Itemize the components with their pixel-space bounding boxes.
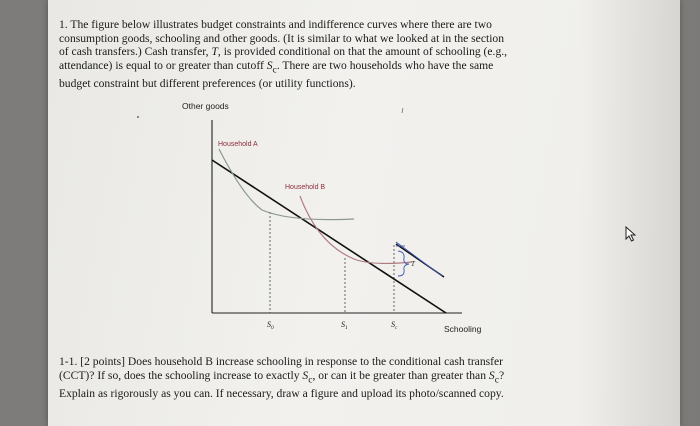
tick-sc-sub: c xyxy=(395,325,398,331)
cutoff-symbol: S xyxy=(266,58,273,72)
tick-sc xyxy=(391,320,398,331)
household-a-label: Household A xyxy=(218,141,258,148)
tick-s1-sub: 1 xyxy=(345,325,348,331)
tick-s1-main: S xyxy=(341,320,345,329)
stray-dot xyxy=(137,116,139,118)
stray-tick xyxy=(402,108,403,113)
problem-line-5: budget constraint but different preferences (or utility functions). xyxy=(59,76,356,90)
question-line-3: Explain as rigorously as you can. If necessary, draw a figure and upload its photo/scanned copy. xyxy=(59,386,504,400)
problem-line-4a: attendance) is equal to or greater than cutoff xyxy=(59,58,267,72)
x-axis-label: Schooling xyxy=(444,324,482,334)
problem-line-4d: . There are two households who have the same xyxy=(276,58,494,72)
question-line-1: 1-1. [2 points] Does household B increase schooling in response to the conditional cash transfer xyxy=(59,355,504,368)
question-line-2g: ? xyxy=(499,368,505,382)
transfer-symbol: T xyxy=(211,45,218,59)
pointer-cursor-icon xyxy=(624,226,638,242)
transfer-label: T xyxy=(411,260,415,268)
question-sc-1-sub: c xyxy=(308,373,313,385)
problem-line-3a: of cash transfers.) Cash transfer, xyxy=(59,45,212,59)
tick-sc-main: S xyxy=(391,320,395,329)
tick-s0-main: S xyxy=(267,320,271,329)
question-text xyxy=(59,355,559,400)
transfer-shift-line xyxy=(396,242,442,276)
y-axis-label: Other goods xyxy=(182,101,229,111)
problem-line-1: 1. The figure below illustrates budget constraints and indifference curves where there are two xyxy=(59,18,492,31)
question-line-2a: (CCT)? If so, does the schooling increase to exactly xyxy=(59,368,303,382)
problem-line-3c: , is provided conditional on that the amount of schooling (e.g., xyxy=(217,45,508,59)
question-sc-2-sub: c xyxy=(494,373,499,385)
cutoff-subscript: c xyxy=(272,64,277,76)
problem-line-2: consumption goods, schooling and other goods. (It is similar to what we looked at in the section xyxy=(59,31,505,45)
budget-line xyxy=(212,160,446,313)
tick-s1 xyxy=(341,320,348,331)
tick-s0-sub: 0 xyxy=(271,325,274,331)
question-line-2d: , or can it be greater than greater than xyxy=(312,368,489,382)
tick-s0 xyxy=(267,320,274,331)
household-b-label: Household B xyxy=(285,184,326,191)
question-sc-2: S xyxy=(488,368,495,382)
question-sc-1: S xyxy=(302,368,309,382)
